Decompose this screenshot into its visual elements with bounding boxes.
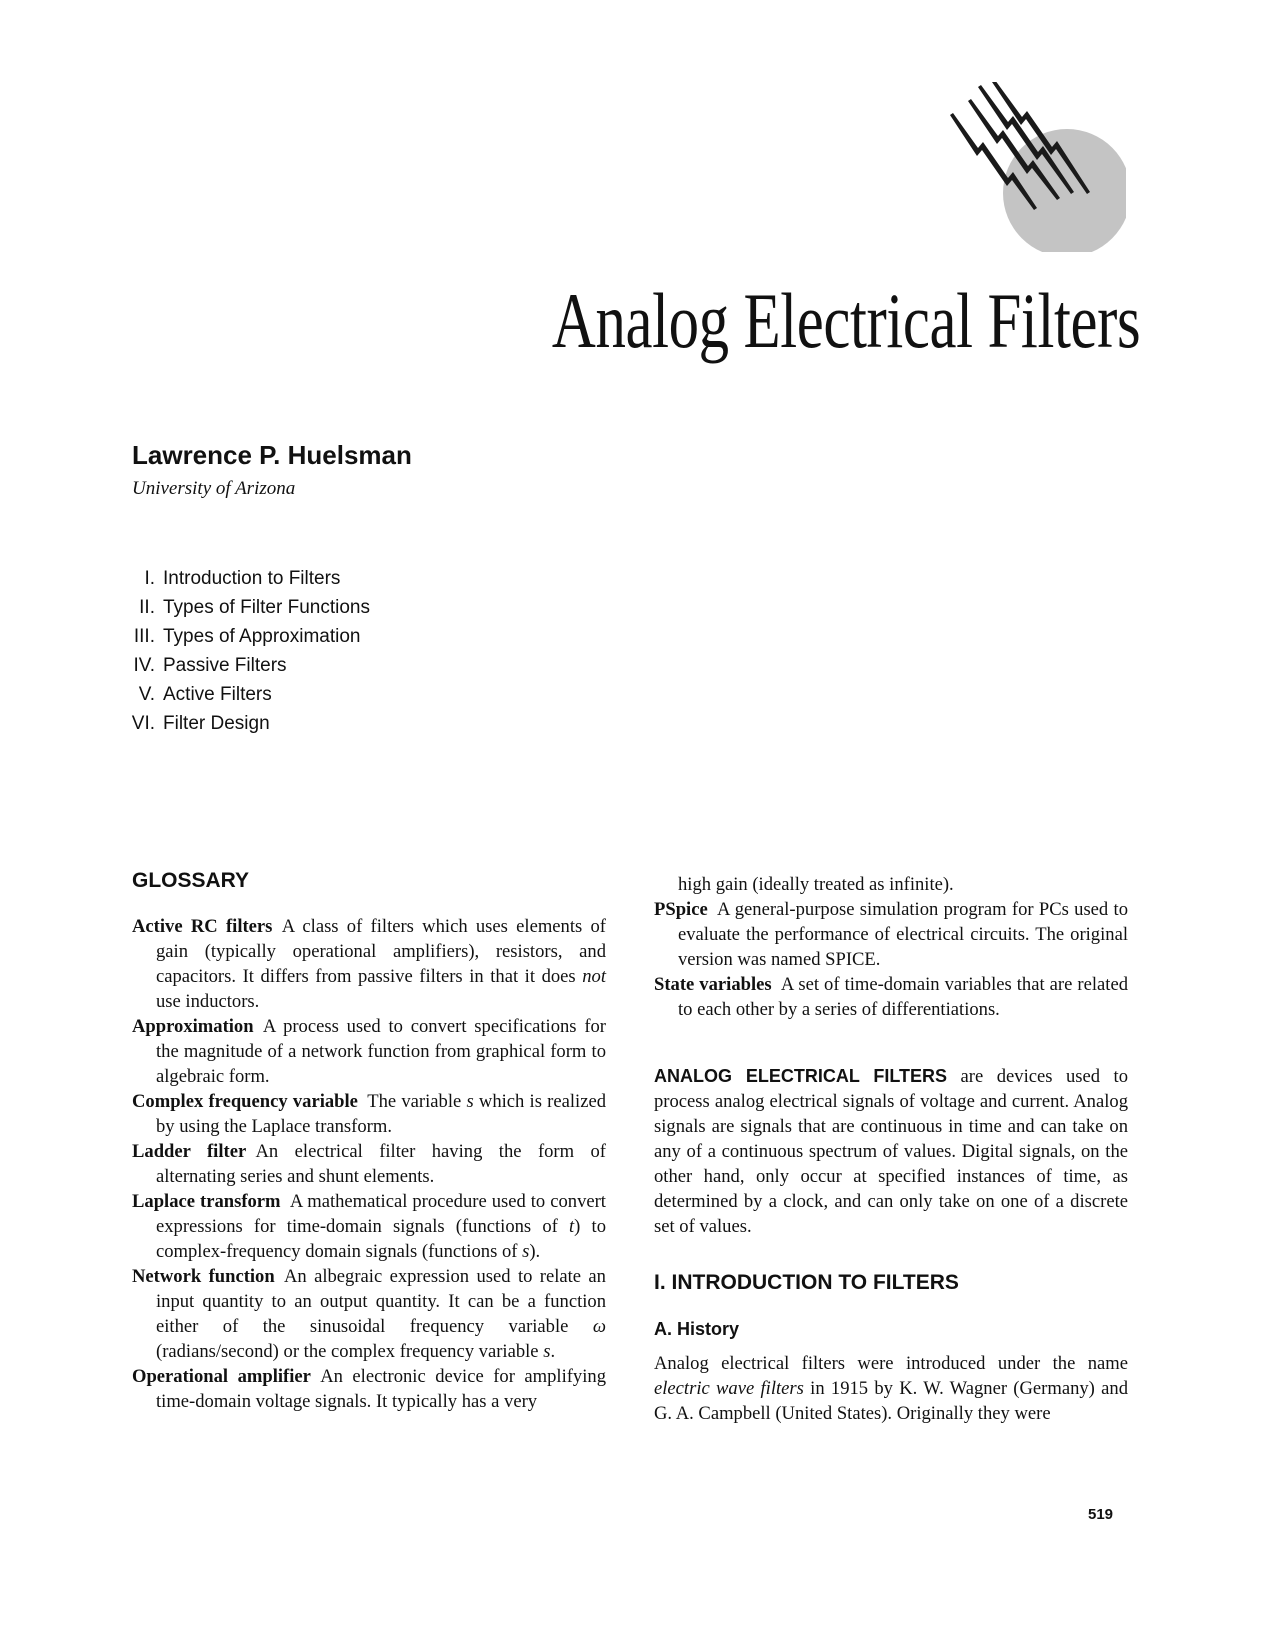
glossary-term: State variables: [654, 974, 772, 995]
toc-item-number: I.: [144, 568, 155, 589]
glossary-term: Ladder filter: [132, 1141, 247, 1162]
intro-text: are devices used to process analog electrical signals of voltage and current. Analog signals are signals that are continuous in time and can take on any of a continuous spectrum of values. Digital signals, on the other hand, only occur at specified instances of time, as determined by a clock, and can only take on one of a discrete set of values.: [654, 1066, 1129, 1237]
glossary-term: Laplace transform: [132, 1191, 281, 1212]
glossary-definition: A general-purpose simulation program for PCs used to evaluate the performance of electrical circuits. The original version was named SPICE.: [678, 899, 1128, 970]
glossary-term: PSpice: [654, 899, 708, 920]
history-text: Analog electrical filters were introduced under the name: [654, 1353, 1128, 1374]
glossary-term: Approximation: [132, 1016, 254, 1037]
history-text: in 1915 by K. W. Wagner (Germany) and G. A. Campbell (United States). Originally they were: [654, 1378, 1128, 1424]
glossary-definition: An electrical filter having the form of alternating series and shunt elements.: [156, 1141, 606, 1187]
glossary-definition: .: [550, 1341, 556, 1362]
glossary-definition: which is realized by using the Laplace transform.: [156, 1091, 606, 1137]
glossary-entry: [654, 897, 1128, 972]
page-title: Analog Electrical Filters: [551, 277, 1140, 364]
glossary-list: [132, 914, 606, 1414]
author-affiliation: University of Arizona: [132, 478, 296, 499]
glossary-term: Operational amplifier: [132, 1366, 311, 1387]
toc-item-number: V.: [138, 684, 155, 705]
glossary-definition: An albegraic expression used to relate an input quantity to an output quantity. It can be a function either of the sinusoidal frequency variable: [156, 1266, 606, 1337]
glossary-entry: [132, 1139, 606, 1189]
glossary-term: Network function: [132, 1266, 275, 1287]
glossary-entry: [654, 972, 1128, 1022]
left-column: [132, 868, 606, 1414]
author-name: Lawrence P. Huelsman: [132, 440, 412, 470]
glossary-definition: ) to complex-frequency domain signals (functions of: [156, 1216, 606, 1262]
toc-item-label: Types of Approximation: [163, 626, 361, 647]
glossary-term: Complex frequency variable: [132, 1091, 358, 1112]
intro-paragraph: [654, 1064, 1128, 1239]
glossary-emphasis: ω: [592, 1316, 606, 1337]
right-column: [654, 872, 1128, 1426]
toc-item: [124, 709, 370, 738]
glossary-emphasis: not: [582, 966, 606, 987]
toc-item: [124, 593, 370, 622]
toc-item: [124, 622, 370, 651]
glossary-definition: A set of time-domain variables that are related to each other by a series of differentiations.: [678, 974, 1128, 1020]
intro-lead: ANALOG ELECTRICAL FILTERS: [654, 1066, 948, 1086]
glossary-entry: [132, 1264, 606, 1364]
toc-item-label: Active Filters: [163, 684, 272, 705]
table-of-contents: [124, 564, 370, 738]
history-paragraph: [654, 1351, 1128, 1426]
toc-item-label: Introduction to Filters: [163, 568, 341, 589]
glossary-definition: A class of filters which uses elements of gain (typically operational amplifiers), resistors, and capacitors. It differs from passive filters in that it does: [156, 916, 607, 987]
toc-item-number: III.: [133, 626, 155, 647]
toc-item-number: IV.: [133, 655, 155, 676]
glossary-emphasis: t: [569, 1216, 575, 1237]
glossary-entry: [132, 914, 606, 1014]
glossary-entry: [132, 1364, 606, 1414]
toc-item-number: II.: [139, 597, 155, 618]
glossary-definition: ).: [529, 1241, 541, 1262]
subsection-heading: A. History: [654, 1319, 740, 1339]
toc-item-label: Passive Filters: [163, 655, 287, 676]
toc-item: [124, 651, 370, 680]
toc-item-label: Types of Filter Functions: [163, 597, 370, 618]
history-emphasis: electric wave filters: [654, 1378, 804, 1399]
glossary-term: Active RC filters: [132, 916, 273, 937]
glossary-entry: [132, 1089, 606, 1139]
glossary-emphasis: s: [522, 1241, 530, 1262]
glossary-continued-text: high gain (ideally treated as infinite).: [678, 874, 954, 895]
lightning-bolts-logo-icon: [950, 82, 1126, 252]
glossary-definition: An electronic device for amplifying time-domain voltage signals. It typically has a very: [156, 1366, 606, 1412]
glossary-list-continued: [654, 897, 1128, 1022]
glossary-heading: GLOSSARY: [132, 869, 250, 892]
toc-item: [124, 564, 370, 593]
toc-item-number: VI.: [131, 713, 155, 734]
glossary-emphasis: s: [543, 1341, 551, 1362]
toc-item-label: Filter Design: [163, 713, 270, 734]
section-heading: I. INTRODUCTION TO FILTERS: [654, 1271, 959, 1294]
glossary-entry: [132, 1189, 606, 1264]
glossary-entry: [132, 1014, 606, 1089]
glossary-emphasis: s: [466, 1091, 474, 1112]
glossary-definition: use inductors.: [156, 991, 260, 1012]
toc-item: [124, 680, 370, 709]
glossary-definition: The variable: [367, 1091, 467, 1112]
glossary-definition: A process used to convert specifications for the magnitude of a network function from graphical form to algebraic form.: [156, 1016, 606, 1087]
glossary-definition: (radians/second) or the complex frequency variable: [156, 1341, 544, 1362]
page-number: 519: [1088, 1506, 1114, 1523]
glossary-definition: A mathematical procedure used to convert expressions for time-domain signals (functions of: [156, 1191, 606, 1237]
